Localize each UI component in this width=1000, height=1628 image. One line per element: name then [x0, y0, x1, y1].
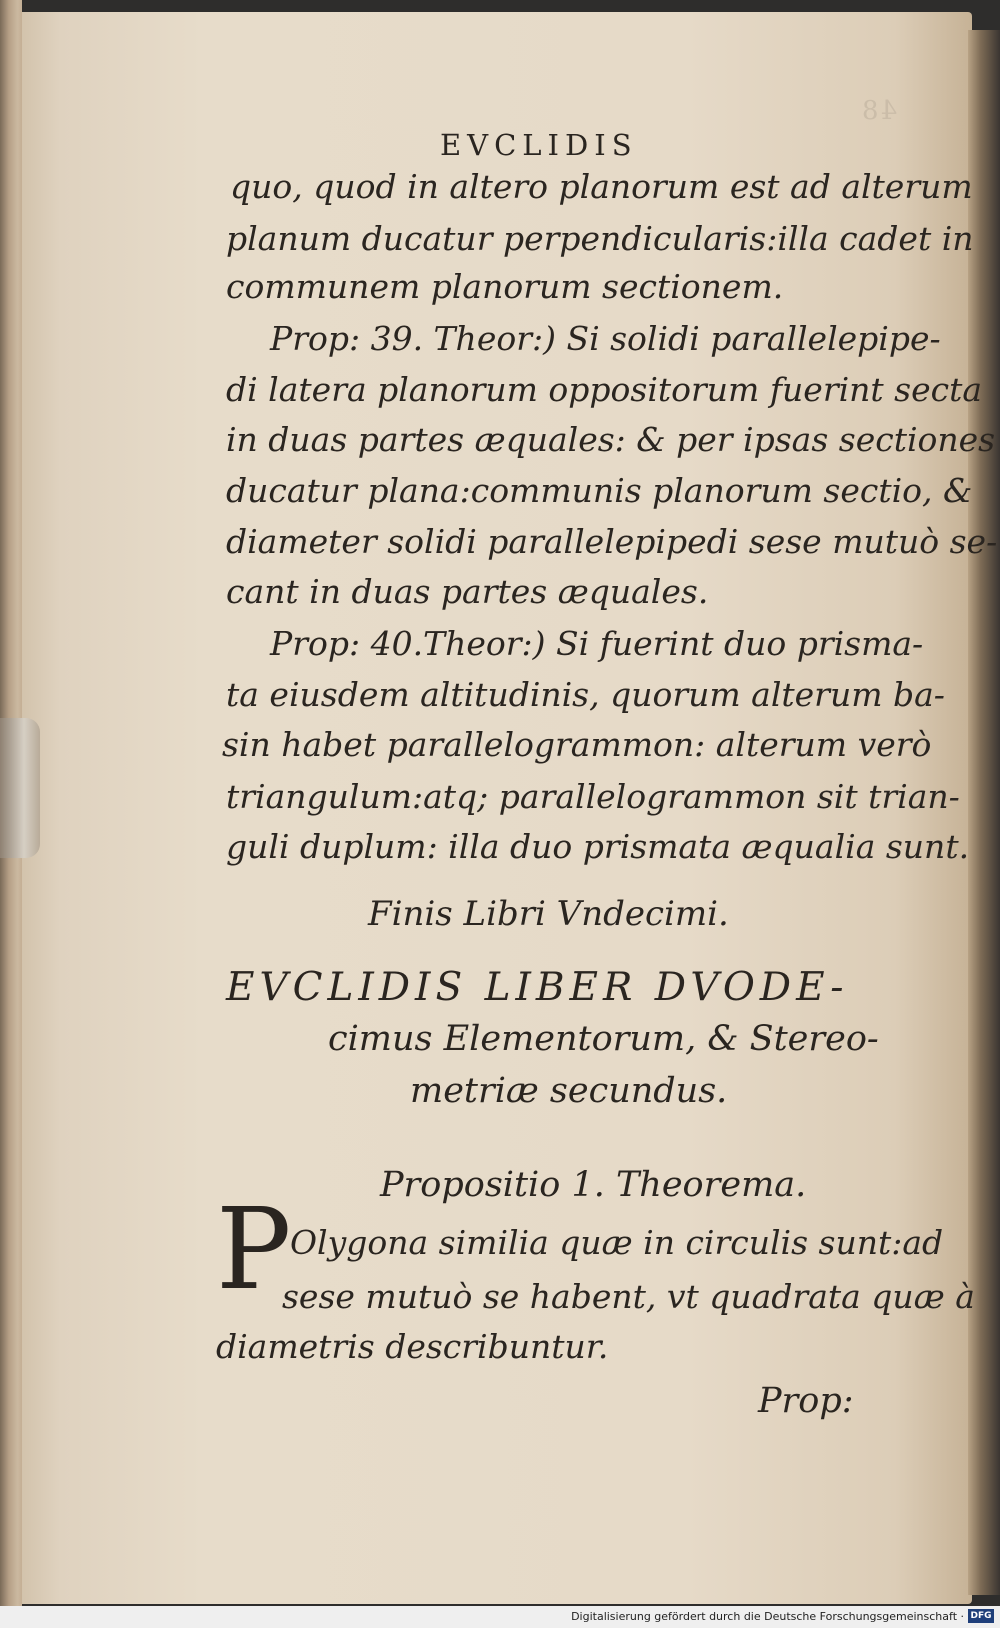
page-clip [0, 718, 40, 858]
body-line: Prop: 39. Theor:) Si solidi parallelepipe- [270, 319, 941, 358]
body-line: quo, quod in altero planorum est ad alterum [230, 167, 973, 206]
running-head: EVCLIDIS [440, 128, 638, 162]
body-line: planum ducatur perpendicularis:illa cadet in [226, 219, 974, 258]
proposition-line: Olygona similia quæ in circulis sunt:ad [290, 1223, 944, 1262]
body-line: in duas partes æquales: & per ipsas sectiones [226, 420, 996, 459]
page-fore-edge [968, 30, 1000, 1595]
body-line: di latera planorum oppositorum fuerint secta [226, 370, 983, 409]
footer-credit: Digitalisierung gefördert durch die Deutsche Forschungsgemeinschaft · [571, 1610, 964, 1623]
book-title-line-2: cimus Elementorum, & Stereo- [328, 1019, 879, 1059]
body-line: cant in duas partes æquales. [226, 572, 709, 611]
body-line: diameter solidi parallelepipedi sese mutuò se- [226, 522, 998, 561]
book-title-line-1: EVCLIDIS LIBER DVODE- [226, 965, 849, 1010]
body-line: triangulum:atq; parallelogrammon sit trian- [226, 777, 960, 816]
drop-cap-initial: P [216, 1185, 292, 1315]
proposition-heading: Propositio 1. Theorema. [380, 1165, 807, 1205]
body-line: ta eiusdem altitudinis, quorum alterum ba- [226, 675, 945, 714]
dfg-logo-icon: DFG [968, 1609, 994, 1623]
body-line: communem planorum sectionem. [226, 267, 784, 306]
body-line: sin habet parallelogrammon: alterum verò [222, 725, 932, 764]
body-line: ducatur plana:communis planorum sectio, & [226, 471, 973, 510]
body-line: guli duplum: illa duo prismata æqualia sunt. [226, 827, 970, 866]
body-line: Prop: 40.Theor:) Si fuerint duo prisma- [270, 624, 924, 663]
finis-line: Finis Libri Vndecimi. [368, 894, 729, 934]
proposition-line: sese mutuò se habent, vt quadrata quæ à [282, 1277, 975, 1316]
book-title-line-3: metriæ secundus. [410, 1071, 728, 1111]
show-through-page-number: 48 [860, 96, 898, 126]
proposition-line: diametris describuntur. [216, 1327, 609, 1366]
catchword: Prop: [758, 1381, 854, 1421]
